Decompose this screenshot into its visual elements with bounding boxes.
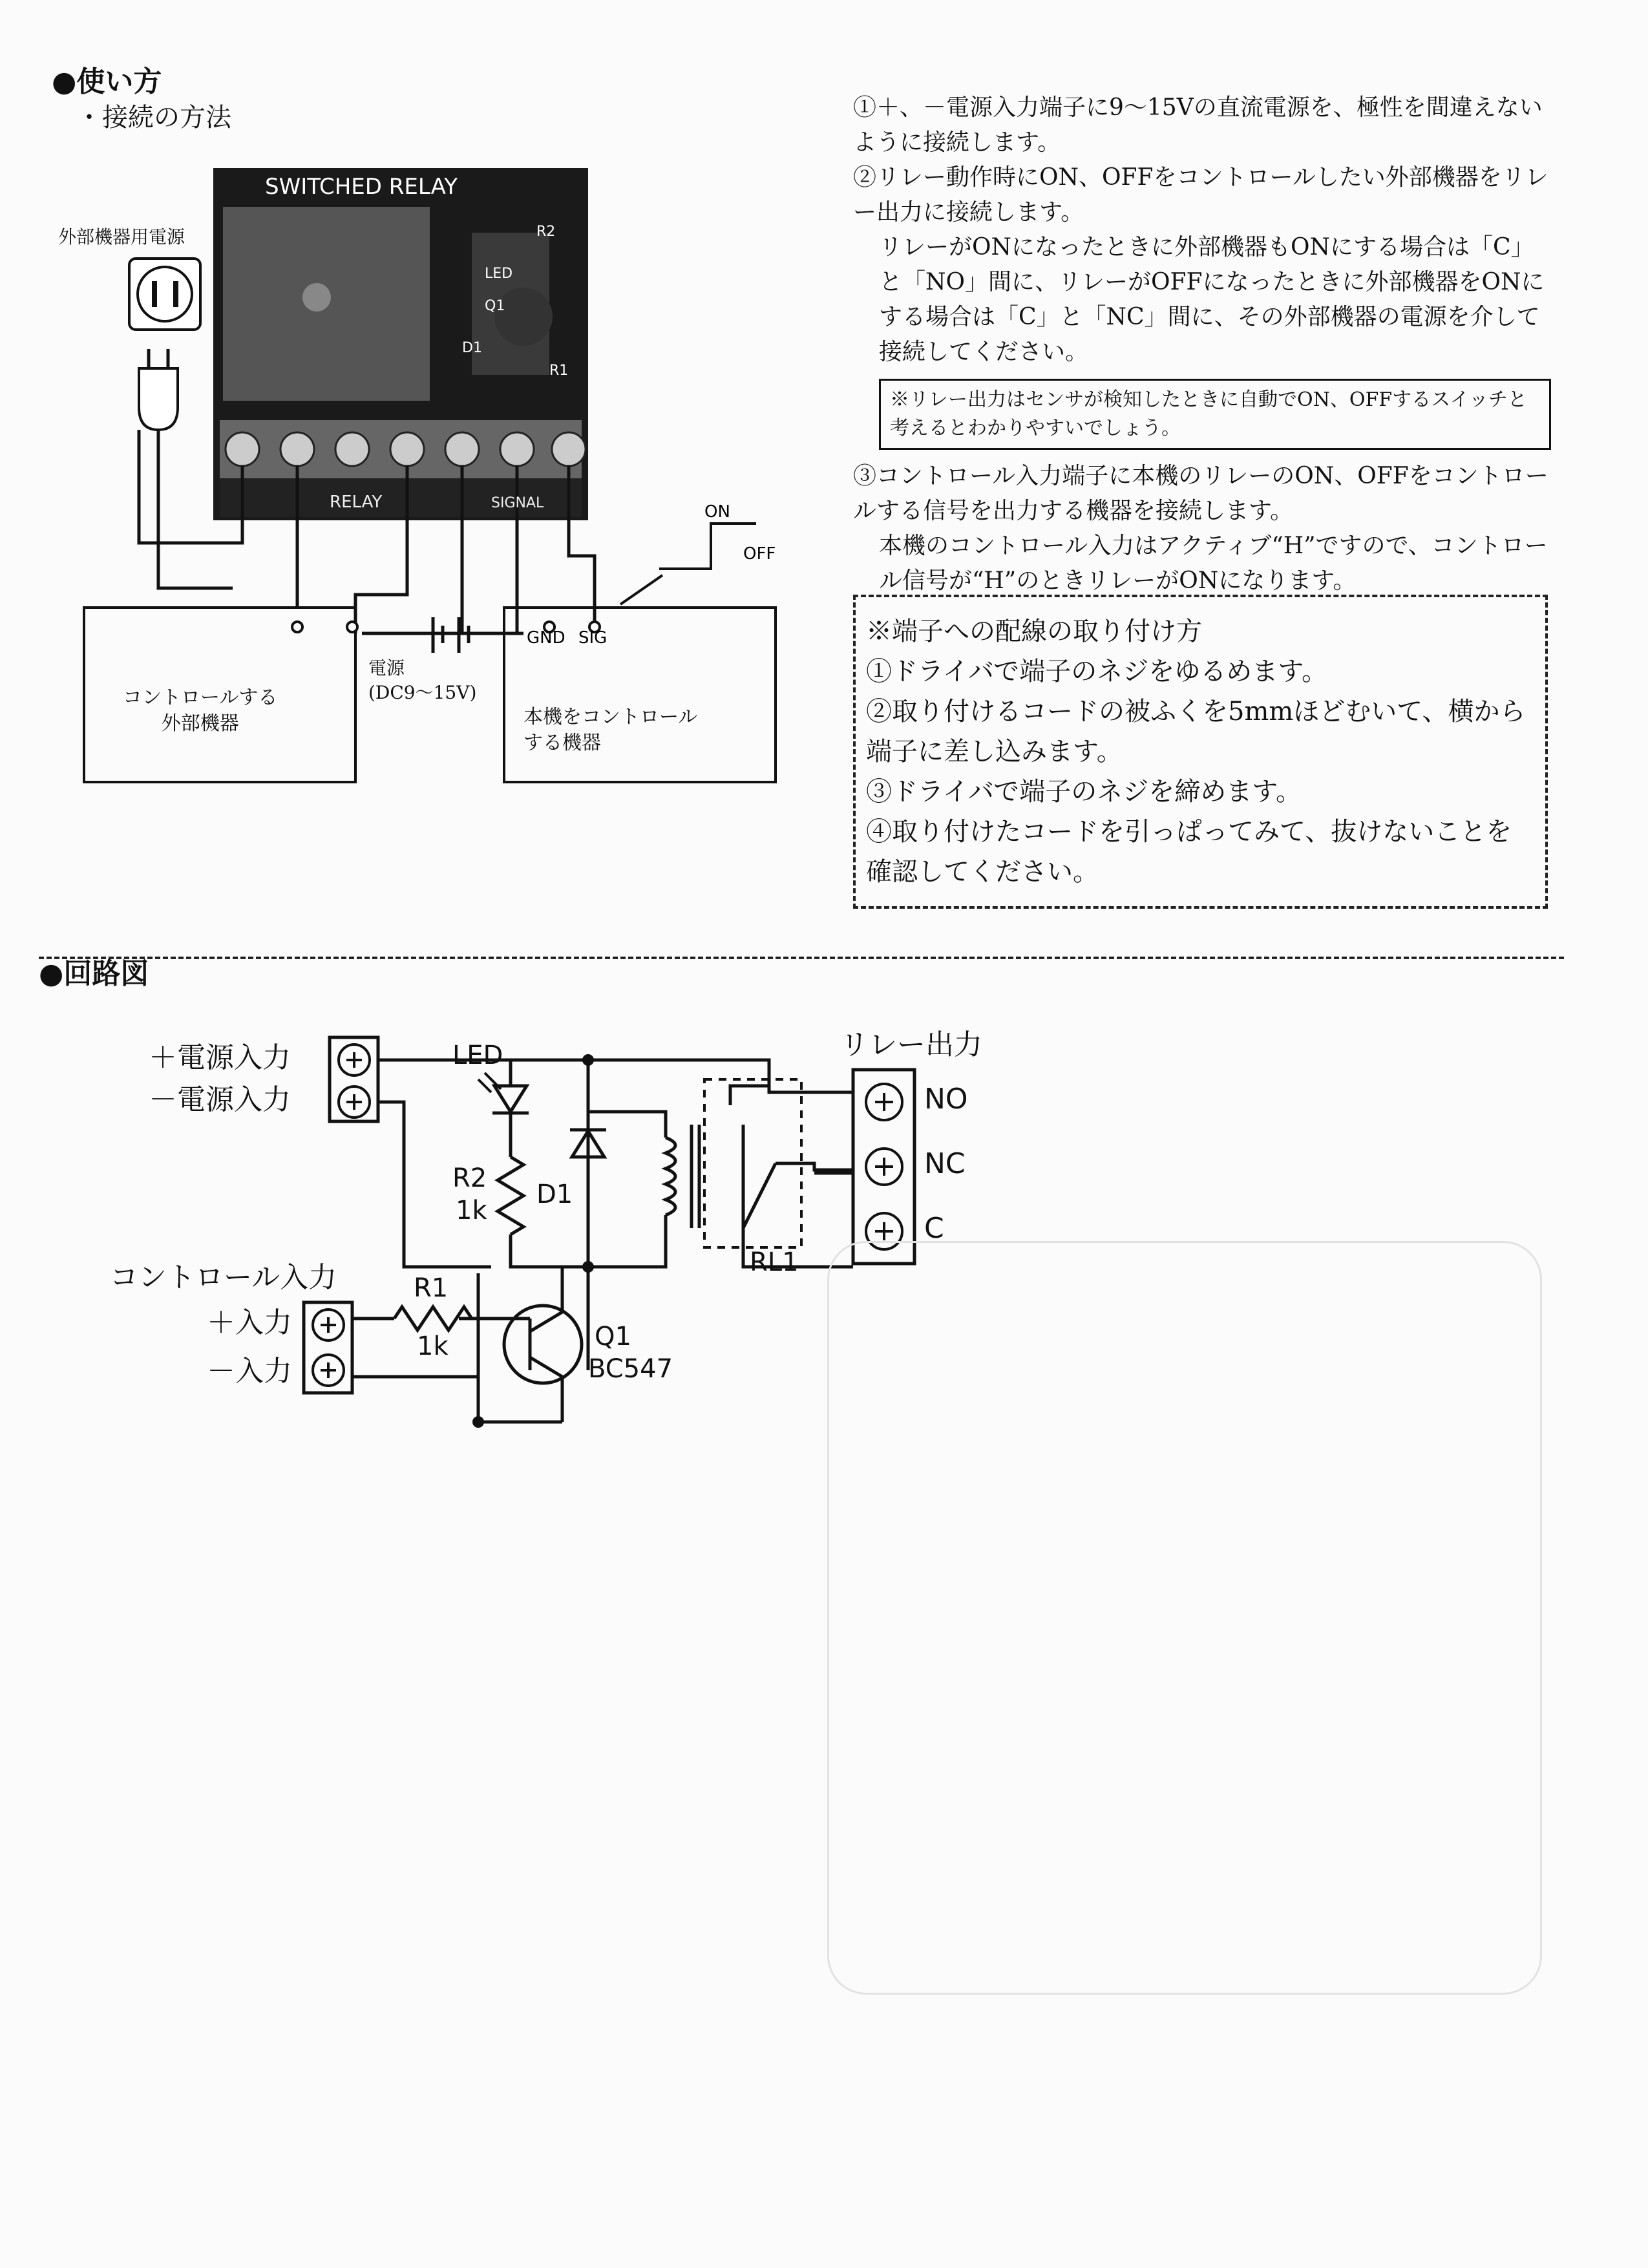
plus-power-label: ＋電源入力 bbox=[149, 1041, 291, 1074]
usage-subtitle: ・接続の方法 bbox=[76, 103, 231, 132]
section-divider bbox=[39, 957, 1564, 959]
ext-power-label: 外部機器用電源 bbox=[58, 226, 185, 248]
controller-label: 本機をコントロール する機器 bbox=[523, 706, 698, 754]
bleed-through-panel bbox=[827, 1241, 1542, 1995]
board-label: SWITCHED RELAY bbox=[265, 174, 458, 200]
terminal-step-2: ②取り付けるコードの被ふくを5mmほどむいて、横から端子に差し込みます。 bbox=[866, 697, 1526, 767]
terminal-step-1: ①ドライバで端子のネジをゆるめます。 bbox=[866, 657, 1327, 686]
r1-value: 1k bbox=[417, 1331, 449, 1361]
rl1-label: RL1 bbox=[750, 1247, 799, 1277]
q1-part-label: BC547 bbox=[588, 1354, 673, 1384]
relay-note: ※リレー出力はセンサが検知したときに自動でON、OFFするスイッチと考えるとわかりやすいでしょう。 bbox=[879, 379, 1551, 450]
svg-text:D1: D1 bbox=[462, 340, 482, 356]
terminal-wiring-title: ※端子への配線の取り付け方 bbox=[866, 617, 1202, 646]
r1-label: R1 bbox=[414, 1273, 449, 1303]
q1-label: Q1 bbox=[595, 1322, 631, 1351]
step-2-detail: リレーがONになったときに外部機器もONにする場合は「C」と「NO」間に、リレーがOFFになったときに外部機器をONにする場合は「C」と「NC」間に、その外部機器の電源を介して接続してください。 bbox=[879, 234, 1545, 365]
svg-text:RELAY: RELAY bbox=[330, 493, 383, 512]
terminal-wiring-box bbox=[853, 595, 1548, 909]
svg-text:R2: R2 bbox=[536, 224, 556, 240]
step-3-detail: 本機のコントロール入力はアクティブ“H”ですので、コントロール信号が“H”のときリレーがONになります。 bbox=[879, 533, 1548, 594]
circuit-title: ●回路図 bbox=[39, 957, 149, 990]
step-2: ②リレー動作時にON、OFFをコントロールしたい外部機器をリレー出力に接続します。 bbox=[853, 164, 1548, 226]
svg-text:LED: LED bbox=[485, 266, 513, 282]
r2-value: 1k bbox=[456, 1196, 487, 1225]
terminal-step-4: ④取り付けたコードを引っぱってみて、抜けないことを確認してください。 bbox=[866, 817, 1512, 887]
relay-output-label: リレー出力 bbox=[840, 1028, 982, 1061]
gnd-label: GND bbox=[527, 628, 565, 648]
minus-power-label: －電源入力 bbox=[149, 1083, 291, 1116]
step-3: ③コントロール入力端子に本機のリレーのON、OFFをコントロールする信号を出力する機器を接続します。 bbox=[853, 463, 1548, 524]
controlled-device-label: コントロールする 外部機器 bbox=[123, 686, 278, 735]
plug-icon bbox=[139, 368, 178, 430]
sig-label: SIG bbox=[578, 628, 607, 648]
usage-title: ●使い方 bbox=[52, 65, 162, 98]
svg-text:SIGNAL: SIGNAL bbox=[491, 495, 544, 511]
on-label: ON bbox=[704, 502, 730, 522]
outlet-icon bbox=[129, 259, 200, 330]
svg-text:R1: R1 bbox=[549, 363, 569, 379]
off-label: OFF bbox=[743, 544, 776, 564]
led-label: LED bbox=[452, 1041, 503, 1070]
r2-label: R2 bbox=[452, 1163, 487, 1193]
instructions bbox=[853, 90, 1551, 599]
power-label: 電源 (DC9～15V) bbox=[368, 657, 477, 703]
plus-input-label: ＋入力 bbox=[207, 1306, 292, 1339]
step-1: ①＋、－電源入力端子に9～15Vの直流電源を、極性を間違えないように接続します。 bbox=[853, 94, 1543, 156]
d1-label: D1 bbox=[536, 1180, 573, 1209]
no-terminal-label: NO bbox=[924, 1083, 968, 1116]
svg-text:Q1: Q1 bbox=[485, 298, 505, 314]
nc-terminal-label: NC bbox=[924, 1147, 966, 1180]
control-input-label: コントロール入力 bbox=[110, 1261, 337, 1294]
c-terminal-label: C bbox=[924, 1212, 944, 1245]
transistor-q1 bbox=[494, 288, 553, 346]
minus-input-label: －入力 bbox=[207, 1355, 292, 1388]
wiring-diagram bbox=[58, 155, 801, 801]
terminal-step-3: ③ドライバで端子のネジを締めます。 bbox=[866, 777, 1302, 807]
signal-wave bbox=[659, 524, 756, 569]
